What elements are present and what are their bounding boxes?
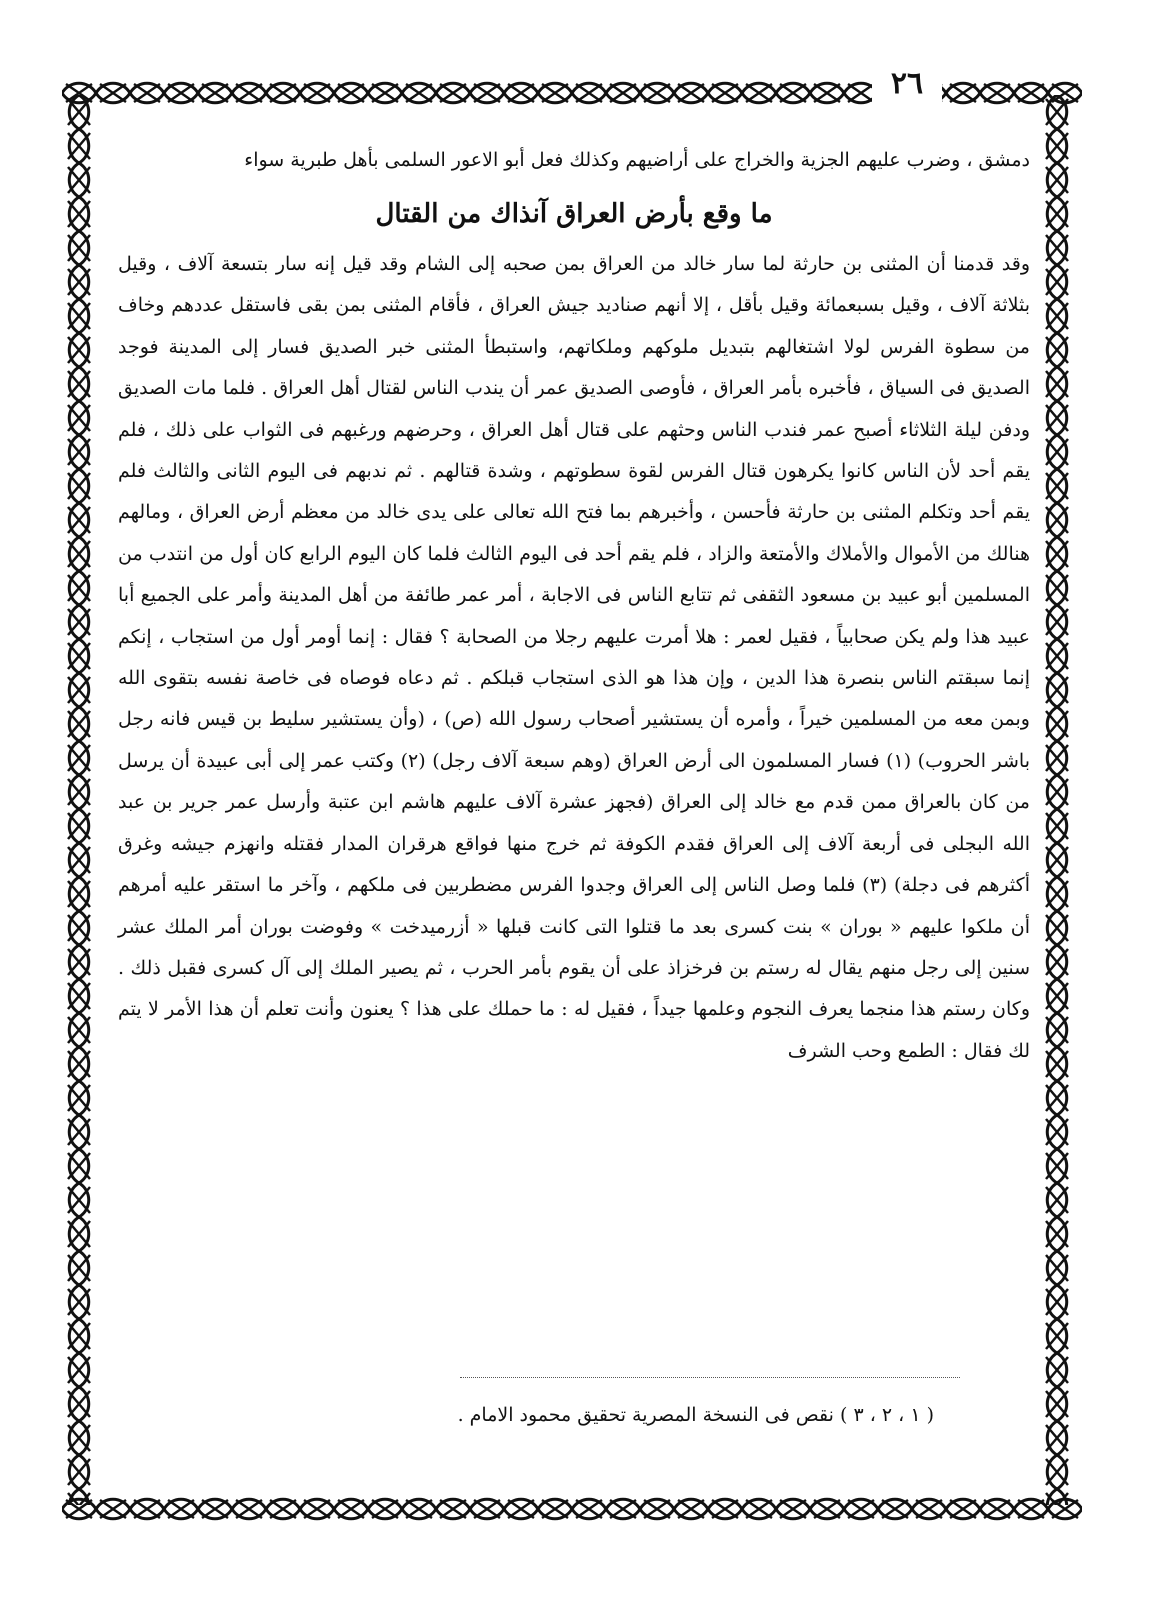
section-heading: ما وقع بأرض العراق آنذاك من القتال <box>375 199 773 229</box>
footnote-separator <box>460 1377 960 1378</box>
ornamental-border-bottom <box>62 1494 1082 1524</box>
ornamental-border-right <box>1040 95 1074 1505</box>
footnote: ( ١ ، ٢ ، ٣ ) نقص فى النسخة المصرية تحقيق محمود الامام . <box>457 1404 934 1426</box>
body-paragraph: وقد قدمنا أن المثنى بن حارثة لما سار خالد من العراق بمن صحبه إلى الشام وقد قيل إنه سار بتسعة آلاف ، وقيل بثلاثة آلاف ، وقيل بسبعمائة وقيل بأقل ، إلا أنهم صناديد جيش العراق ، فأقام المثنى بمن بقى فاستقل عددهم وخاف من سطوة الفرس لولا اشتغالهم بتبديل ملوكهم وملكاتهم، واستبطأ المثنى خبر الصديق فسار إلى المدينة فوجد الصديق فى السياق ، فأخبره بأمر العراق ، فأوصى الصديق عمر أن يندب الناس لقتال أهل العراق . فلما مات الصديق ودفن ليلة الثلاثاء أصبح عمر فندب الناس وحثهم على قتال أهل العراق ، وحرضهم ورغبهم فى الثواب على ذلك ، فلم يقم أحد لأن الناس كانوا يكرهون قتال الفرس لقوة سطوتهم ، وشدة قتالهم . ثم ندبهم فى اليوم الثانى والثالث فلم يقم أحد وتكلم المثنى بن حارثة فأحسن ، وأخبرهم بما فتح الله تعالى على يدى خالد من معظم أرض العراق ، ومالهم هنالك من الأموال والأملاك والأمتعة والزاد ، فلم يقم أحد فى اليوم الثالث فلما كان اليوم الرابع كان أول من انتدب من المسلمين أبو عبيد بن مسعود الثقفى ثم تتابع الناس فى الاجابة ، أمر عمر طائفة من أهل المدينة وأمر على الجميع أبا عبيد هذا ولم يكن صحابياً ، فقيل لعمر : هلا أمرت عليهم رجلا من الصحابة ؟ فقال : إنما أومر أول من استجاب ، إنكم إنما سبقتم الناس بنصرة هذا الدين ، وإن هذا هو الذى استجاب قبلكم . ثم دعاه فوصاه فى خاصة نفسه بتقوى الله وبمن معه من المسلمين خيراً ، وأمره أن يستشير أصحاب رسول الله (ص) ، (وأن يستشير سليط بن قيس فانه رجل باشر الحروب) (١) فسار المسلمون الى أرض العراق (وهم سبعة آلاف رجل) (٢) وكتب عمر إلى أبى عبيدة أن يرسل من كان بالعراق ممن قدم مع خالد إلى العراق (فجهز عشرة آلاف عليهم هاشم ابن عتبة وأرسل عمر جرير بن عبد الله البجلى فى أربعة آلاف إلى العراق فقدم الكوفة ثم خرج منها فواقع هرقران المدار فقتله وانهزم جيشه وغرق أكثرهم فى دجلة) (٣) فلما وصل الناس إلى العراق وجدوا الفرس مضطربين فى ملكهم ، وآخر ما استقر عليه أمرهم أن ملكوا عليهم « بوران » بنت كسرى بعد ما قتلوا التى كانت قبلها « أزرميدخت » وفوضت بوران أمر الملك عشر سنين إلى رجل منهم يقال له رستم بن فرخزاذ على أن يقوم بأمر الحرب ، ثم يصير الملك إلى آل كسرى فقبل ذلك . وكان رستم هذا منجما يعرف النجوم وعلمها جيداً ، فقيل له : ما حملك على هذا ؟ يعنون وأنت تعلم أن هذا الأمر لا يتم لك فقال : الطمع وحب الشرف <box>118 253 1031 1062</box>
ornamental-border-left <box>62 95 96 1505</box>
page-content <box>118 140 1030 1072</box>
continuation-line: دمشق ، وضرب عليهم الجزية والخراج على أراضيهم وكذلك فعل أبو الاعور السلمى بأهل طبرية سواء <box>244 149 1030 171</box>
page-number: ٢٦ <box>872 60 942 108</box>
